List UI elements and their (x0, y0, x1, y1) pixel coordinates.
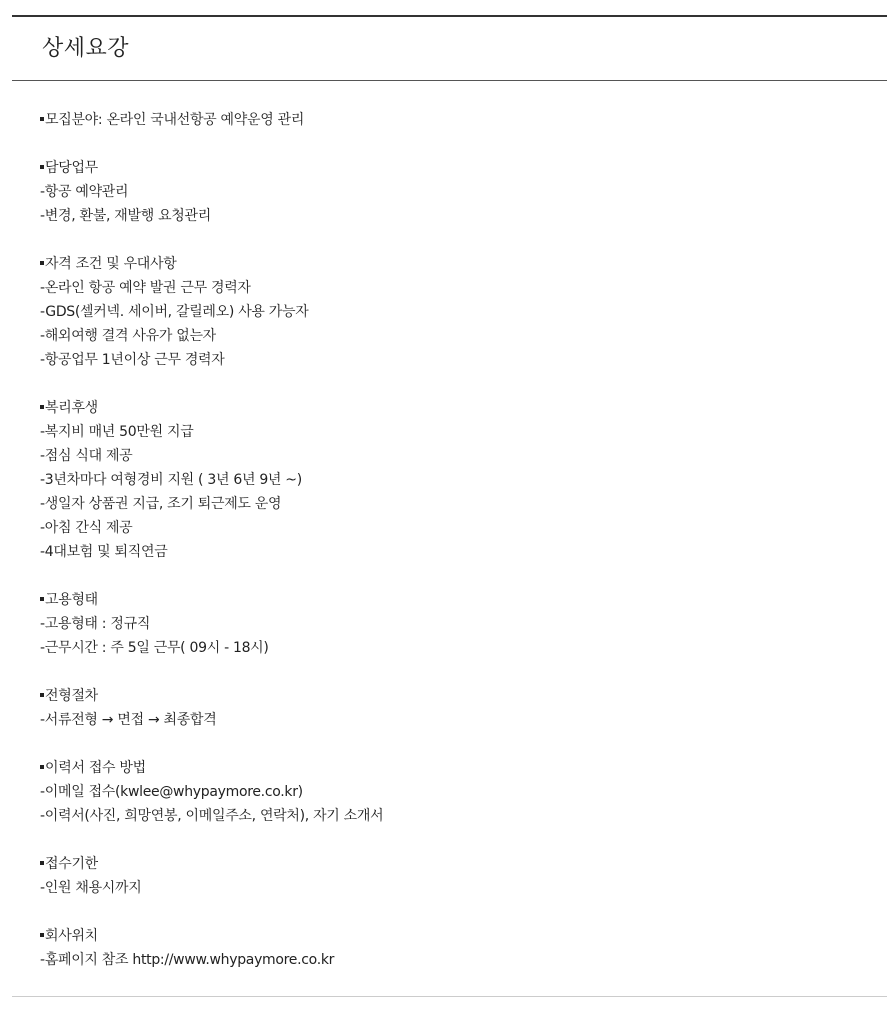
top-divider (12, 15, 887, 17)
list-item: -항공업무 1년이상 근무 경력자 (40, 352, 225, 368)
section-heading (40, 108, 860, 132)
section-heading-text: 전형절차 (45, 688, 98, 704)
section-heading (40, 252, 860, 276)
section-heading (40, 756, 860, 780)
section-employment-type (40, 588, 860, 660)
list-item: -이메일 접수(kwlee@whypaymore.co.kr) (40, 784, 303, 800)
section-heading (40, 684, 860, 708)
list-item: -온라인 항공 예약 발권 근무 경력자 (40, 280, 251, 296)
section-heading (40, 588, 860, 612)
section-heading (40, 924, 860, 948)
section-qualifications (40, 252, 860, 372)
section-heading (40, 396, 860, 420)
section-duties (40, 156, 860, 228)
list-item: -GDS(셀커넥. 세이버, 갈릴레오) 사용 가능자 (40, 304, 309, 320)
section-deadline (40, 852, 860, 900)
section-heading-text: 복리후생 (45, 400, 98, 416)
section-company-location (40, 924, 860, 972)
bullet-icon (40, 117, 44, 121)
list-item: -4대보험 및 퇴직연금 (40, 544, 168, 560)
list-item: -3년차마다 여형경비 지원 ( 3년 6년 9년 ~) (40, 472, 302, 488)
section-application-method (40, 756, 860, 828)
section-heading-text: 모집분야: 온라인 국내선항공 예약운영 관리 (45, 112, 305, 128)
bullet-icon (40, 693, 44, 697)
bullet-icon (40, 765, 44, 769)
list-item: -아침 간식 제공 (40, 520, 133, 536)
title-divider (12, 80, 887, 81)
section-recruitment-field (40, 108, 860, 132)
page-title: 상세요강 (42, 36, 130, 61)
list-item: -생일자 상품권 지급, 조기 퇴근제도 운영 (40, 496, 282, 512)
list-item: -해외여행 결격 사유가 없는자 (40, 328, 216, 344)
list-item: -근무시간 : 주 5일 근무( 09시 - 18시) (40, 640, 269, 656)
bullet-icon (40, 861, 44, 865)
section-heading (40, 156, 860, 180)
list-item: -홈페이지 참조 http://www.whypaymore.co.kr (40, 952, 335, 968)
bullet-icon (40, 597, 44, 601)
section-heading-text: 자격 조건 및 우대사항 (45, 256, 177, 272)
list-item: -변경, 환불, 재발행 요청관리 (40, 208, 211, 224)
bullet-icon (40, 165, 44, 169)
section-heading-text: 담당업무 (45, 160, 98, 176)
section-benefits (40, 396, 860, 564)
list-item: -인원 채용시까지 (40, 880, 142, 896)
list-item: -서류전형 → 면접 → 최종합격 (40, 712, 217, 728)
list-item: -점심 식대 제공 (40, 448, 133, 464)
bullet-icon (40, 405, 44, 409)
section-heading (40, 852, 860, 876)
list-item: -복지비 매년 50만원 지급 (40, 424, 194, 440)
list-item: -고용형태 : 정규직 (40, 616, 151, 632)
section-selection-process (40, 684, 860, 732)
list-item: -이력서(사진, 희망연봉, 이메일주소, 연락처), 자기 소개서 (40, 808, 384, 824)
bullet-icon (40, 933, 44, 937)
section-heading-text: 고용형태 (45, 592, 98, 608)
list-item: -항공 예약관리 (40, 184, 129, 200)
job-details (40, 108, 860, 996)
section-heading-text: 접수기한 (45, 856, 98, 872)
bottom-divider (12, 996, 887, 997)
bullet-icon (40, 261, 44, 265)
section-heading-text: 이력서 접수 방법 (45, 760, 146, 776)
section-heading-text: 회사위치 (45, 928, 98, 944)
